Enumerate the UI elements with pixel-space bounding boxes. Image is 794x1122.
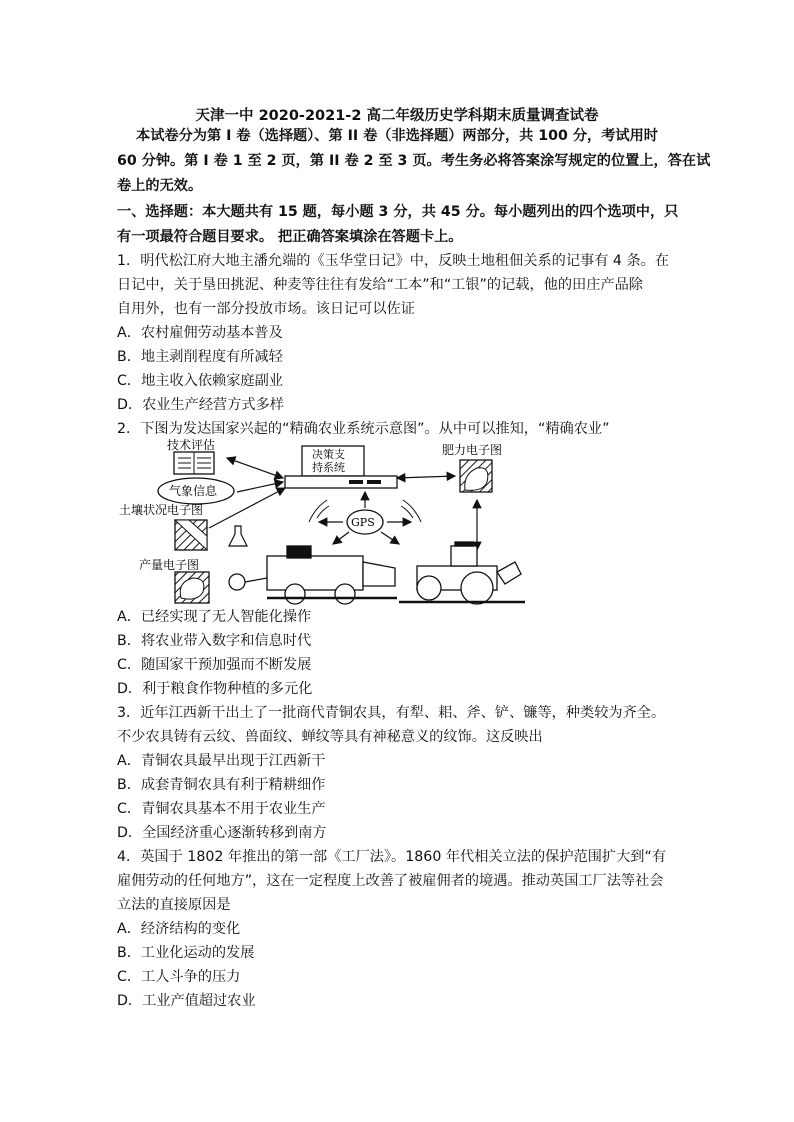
decision-support-label: 持系统 <box>312 461 345 474</box>
question-stem: 日记中，关于垦田挑泥、种麦等往往有发给“工本”和“工银”的记载，他的田庄产品除 <box>117 277 643 293</box>
option-b[interactable]: B．地主剥削程度有所减轻 <box>117 349 283 365</box>
option-d[interactable]: D．农业生产经营方式多样 <box>117 397 284 413</box>
soil-map-label: 土壤状况电子图 <box>119 503 204 517</box>
book-icon <box>174 452 214 474</box>
soil-map-icon <box>175 520 207 550</box>
option-c[interactable]: C．青铜农具基本不用于农业生产 <box>117 801 326 817</box>
option-b[interactable]: B．成套青铜农具有利于精耕细作 <box>117 777 326 793</box>
option-a[interactable]: A．经济结构的变化 <box>117 921 241 937</box>
question-stem: 2．下图为发达国家兴起的“精确农业系统示意图”。从中可以推知，“精确农业” <box>117 421 610 437</box>
tractor-icon <box>399 542 525 604</box>
intro-line: 本试卷分为第 I 卷（选择题）、第 II 卷（非选择题）两部分，共 100 分，考试用时 <box>136 128 658 144</box>
section-heading: 一、选择题：本大题共有 15 题，每小题 3 分，共 45 分。每小题列出的四个选项中，只 <box>117 204 679 220</box>
question-stem: 4．英国于 1802 年推出的第一部《工厂法》。1860 年代相关立法的保护范围扩大到“有 <box>117 849 667 865</box>
option-a[interactable]: A．青铜农具最早出现于江西新干 <box>117 753 326 769</box>
weather-info-label: 气象信息 <box>169 484 218 498</box>
option-b[interactable]: B．将农业带入数字和信息时代 <box>117 633 312 649</box>
option-c[interactable]: C．地主收入依赖家庭副业 <box>117 373 283 389</box>
intro-line: 60 分钟。第 I 卷 1 至 2 页，第 II 卷 2 至 3 页。考生务必将答案涂写规定的位置上，答在试 <box>117 153 711 169</box>
option-a[interactable]: A．农村雇佣劳动基本普及 <box>117 325 283 341</box>
decision-support-label: 决策支 <box>312 448 345 461</box>
section-heading: 有一项最符合题目要求。 把正确答案填涂在答题卡上。 <box>117 229 463 245</box>
harvester-icon <box>229 546 397 604</box>
option-c[interactable]: C．工人斗争的压力 <box>117 969 241 985</box>
option-d[interactable]: D．工业产值超过农业 <box>117 993 256 1009</box>
question-stem: 1．明代松江府大地主潘允端的《玉华堂日记》中，反映土地租佃关系的记事有 4 条。在 <box>117 253 670 269</box>
precision-agriculture-diagram <box>117 438 617 606</box>
flask-icon <box>229 526 247 546</box>
fertilizer-map-label: 肥力电子图 <box>442 443 503 457</box>
option-a[interactable]: A．已经实现了无人智能化操作 <box>117 609 312 625</box>
yield-map-icon <box>175 572 209 603</box>
intro-line: 卷上的无效。 <box>117 178 203 194</box>
option-d[interactable]: D．利于粮食作物种植的多元化 <box>117 681 313 697</box>
option-b[interactable]: B．工业化运动的发展 <box>117 945 255 961</box>
fertilizer-map-icon <box>460 460 492 492</box>
exam-title: 天津一中 2020-2021-2 高二年级历史学科期末质量调查试卷 <box>195 108 599 124</box>
option-c[interactable]: C．随国家干预加强而不断发展 <box>117 657 312 673</box>
question-stem: 立法的直接原因是 <box>117 897 231 913</box>
question-stem: 雇佣劳动的任何地方”，这在一定程度上改善了被雇佣者的境遇。推动英国工厂法等社会 <box>117 873 664 889</box>
question-stem: 3．近年江西新干出土了一批商代青铜农具，有犁、耜、斧、铲、镰等，种类较为齐全。 <box>117 705 666 721</box>
question-stem: 不少农具铸有云纹、兽面纹、蝉纹等具有神秘意义的纹饰。这反映出 <box>117 729 543 745</box>
tech-assessment-label: 技术评估 <box>167 438 216 452</box>
yield-map-label: 产量电子图 <box>139 558 200 572</box>
gps-label: GPS <box>351 516 375 529</box>
question-stem: 自用外，也有一部分投放市场。该日记可以佐证 <box>117 301 415 317</box>
option-d[interactable]: D．全国经济重心逐渐转移到南方 <box>117 825 327 841</box>
